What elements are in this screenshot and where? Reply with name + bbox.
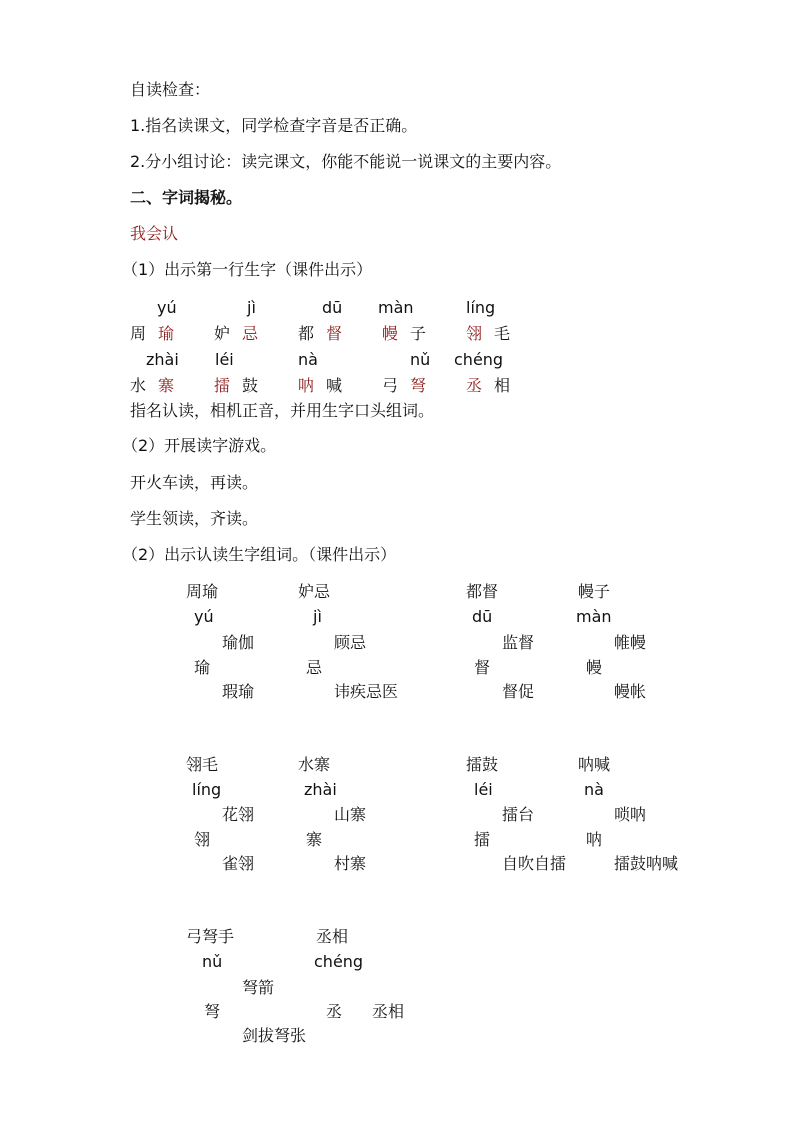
pinyin: líng [466, 298, 496, 317]
char: 都 [298, 324, 315, 343]
step-1: （1）出示第一行生字（课件出示） [122, 260, 373, 279]
compound-word: 顾忌 [334, 633, 367, 652]
compound-word: 自吹自擂 [502, 854, 567, 873]
char: 鼓 [242, 376, 259, 395]
group-pinyin: léi [474, 780, 493, 799]
new-char: 丞 [466, 376, 483, 395]
compound-word: 帷幔 [614, 633, 647, 652]
new-char: 翎 [466, 324, 483, 343]
group-char: 呐 [586, 830, 603, 849]
pinyin: dū [322, 298, 343, 317]
group-pinyin: jì [313, 607, 322, 626]
item-1: 1.指名读课文，同学检查字音是否正确。 [130, 116, 418, 135]
compound-word: 瑕瑜 [222, 682, 255, 701]
pinyin: chéng [454, 350, 504, 369]
compound-word: 督促 [502, 682, 535, 701]
compound-word: 擂台 [502, 805, 535, 824]
char: 喊 [326, 376, 343, 395]
pinyin: yú [157, 298, 177, 317]
new-char: 忌 [242, 324, 259, 343]
new-char: 呐 [298, 376, 315, 395]
practice-line-1: 开火车读，再读。 [130, 473, 259, 492]
compound-word: 剑拔弩张 [242, 1026, 307, 1045]
compound-word: 雀翎 [222, 854, 255, 873]
compound-word: 弩箭 [242, 978, 275, 997]
pinyin: nǔ [410, 350, 431, 369]
group-word: 都督 [466, 582, 499, 601]
group-pinyin: nà [584, 780, 604, 799]
group-pinyin: yú [194, 607, 214, 626]
group-pinyin: chéng [314, 952, 364, 971]
group-word: 丞相 [316, 927, 349, 946]
group-char: 忌 [306, 658, 323, 677]
group-char: 翎 [194, 830, 211, 849]
char: 相 [494, 376, 511, 395]
group-char: 督 [474, 658, 491, 677]
compound-word: 唢呐 [614, 805, 647, 824]
new-char: 瑜 [158, 324, 175, 343]
group-pinyin: dū [472, 607, 493, 626]
char: 水 [130, 376, 147, 395]
group-word: 翎毛 [186, 755, 219, 774]
group-char: 擂 [474, 830, 491, 849]
group-char: 幔 [586, 658, 603, 677]
group-pinyin: nǔ [202, 952, 223, 971]
group-pinyin: màn [576, 607, 612, 626]
compound-word: 讳疾忌医 [334, 682, 399, 701]
pinyin: nà [298, 350, 318, 369]
group-word: 水寨 [298, 755, 331, 774]
compound-word: 监督 [502, 633, 535, 652]
pinyin: jì [247, 298, 256, 317]
group-word: 周瑜 [186, 582, 219, 601]
item-2: 2.分小组讨论：读完课文，你能不能说一说课文的主要内容。 [130, 152, 562, 171]
group-pinyin: líng [192, 780, 222, 799]
char: 弓 [382, 376, 399, 395]
char: 周 [130, 324, 147, 343]
group-word: 妒忌 [298, 582, 331, 601]
char: 妒 [214, 324, 231, 343]
compound-word: 丞相 [372, 1002, 405, 1021]
compound-word: 村寨 [334, 854, 367, 873]
new-char: 寨 [158, 376, 175, 395]
group-char: 寨 [306, 830, 323, 849]
step-2: （2）开展读字游戏。 [122, 436, 277, 455]
group-char: 弩 [204, 1002, 221, 1021]
pinyin: zhài [146, 350, 179, 369]
practice-line-2: 学生领读，齐读。 [130, 509, 259, 528]
group-word: 呐喊 [578, 755, 611, 774]
step-3: （2）出示认读生字组词。（课件出示） [122, 545, 397, 564]
group-char: 丞 [326, 1002, 343, 1021]
group-word: 幔子 [578, 582, 611, 601]
group-pinyin: zhài [304, 780, 337, 799]
char: 毛 [494, 324, 511, 343]
pinyin: màn [378, 298, 414, 317]
new-char: 幔 [382, 324, 399, 343]
compound-word: 擂鼓呐喊 [614, 854, 679, 873]
compound-word: 幔帐 [614, 682, 647, 701]
section-heading: 二、字词揭秘。 [130, 188, 243, 207]
group-char: 瑜 [194, 658, 211, 677]
compound-word: 瑜伽 [222, 633, 255, 652]
new-char: 督 [326, 324, 343, 343]
subheading-recognize: 我会认 [130, 224, 179, 243]
group-word: 弓弩手 [186, 927, 235, 946]
new-char: 擂 [214, 376, 231, 395]
self-check-heading: 自读检查： [130, 80, 211, 99]
compound-word: 花翎 [222, 805, 255, 824]
compound-word: 山寨 [334, 805, 367, 824]
new-char: 弩 [410, 376, 427, 395]
practice-note: 指名认读，相机正音，并用生字口头组词。 [130, 401, 435, 420]
pinyin: léi [215, 350, 234, 369]
group-word: 擂鼓 [466, 755, 499, 774]
char: 子 [410, 324, 427, 343]
